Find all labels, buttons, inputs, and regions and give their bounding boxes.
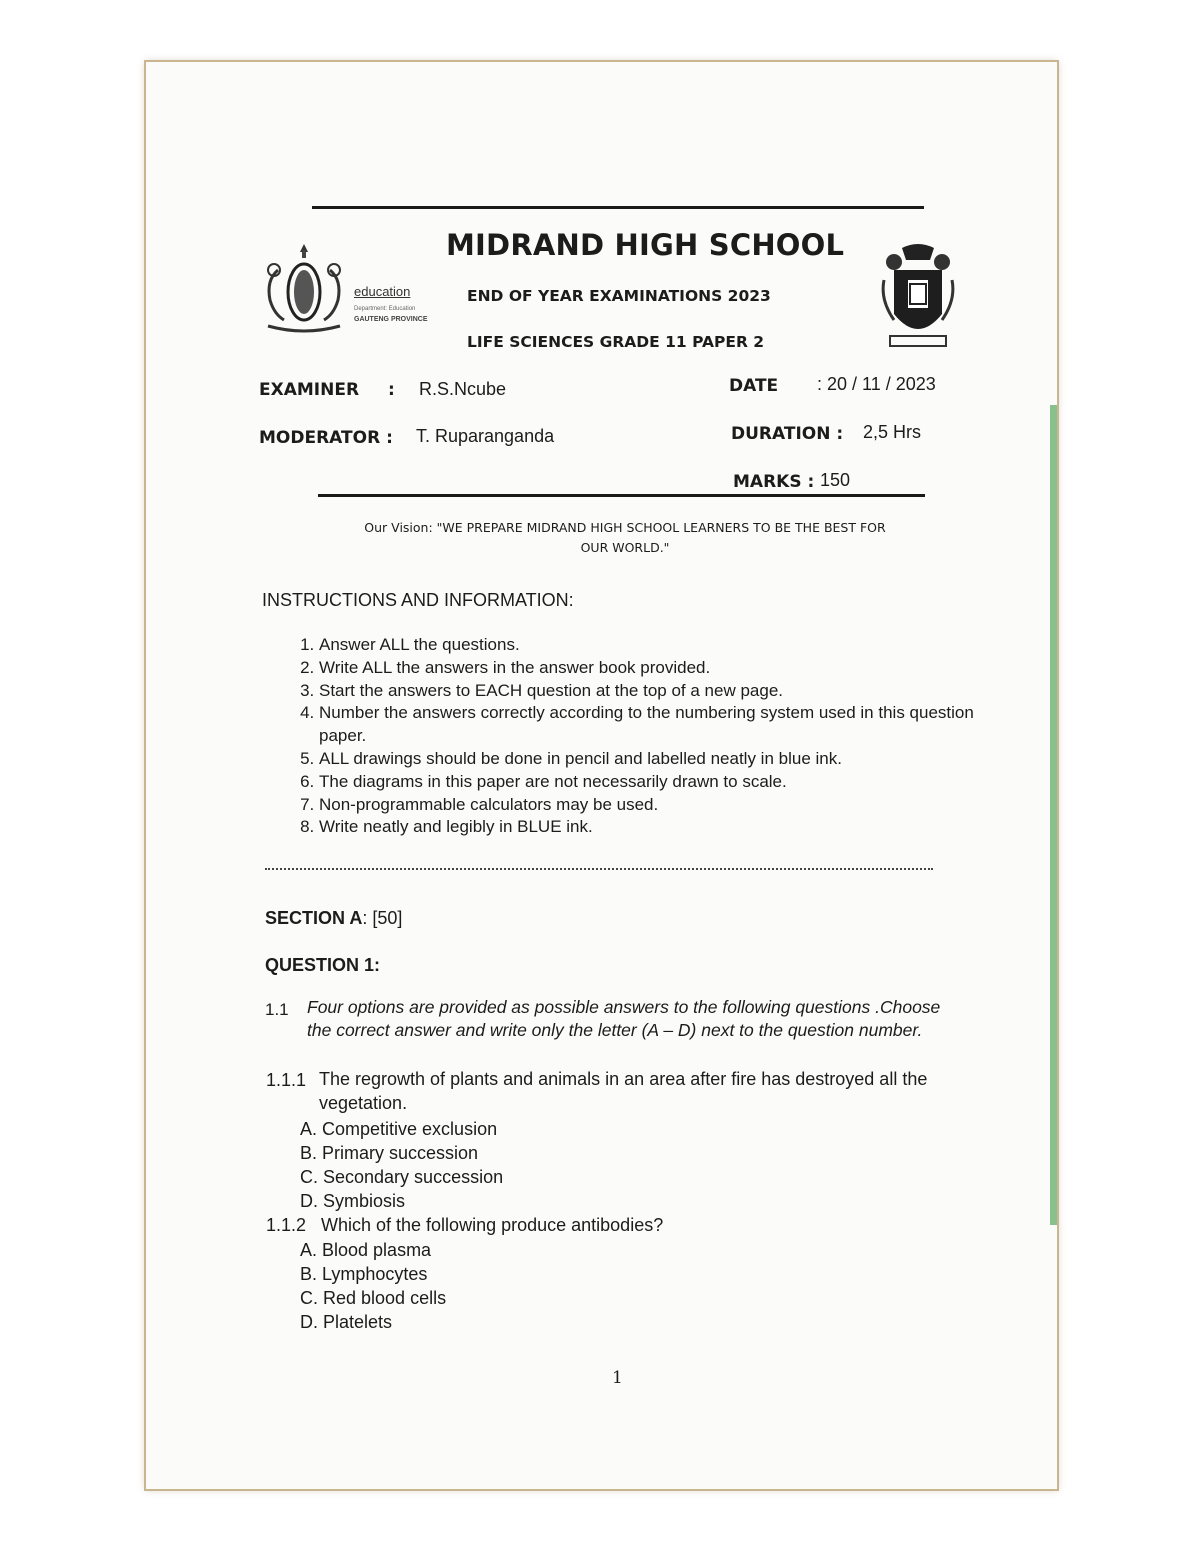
answer-option: C. Red blood cells xyxy=(300,1288,447,1308)
date-label: DATE xyxy=(729,376,779,396)
instructions-list xyxy=(283,634,979,839)
answer-option: A. Blood plasma xyxy=(300,1240,432,1260)
question-text: The regrowth of plants and animals in an area after fire has destroyed all the vegetation. xyxy=(319,1069,928,1113)
answer-option: D. Platelets xyxy=(300,1312,393,1332)
vision-statement xyxy=(330,518,920,558)
gauteng-education-logo xyxy=(258,240,433,335)
logo-text-education: education xyxy=(354,284,411,299)
sheet-edge xyxy=(1050,405,1057,1225)
exam-title: END OF YEAR EXAMINATIONS 2023 xyxy=(467,287,771,305)
examiner-value: R.S.Ncube xyxy=(419,379,507,399)
instruction-item: 7. Non-programmable calculators may be used. xyxy=(319,794,979,817)
moderator-value: T. Ruparanganda xyxy=(416,426,555,446)
instruction-item: 2. Write ALL the answers in the answer book provided. xyxy=(319,657,979,680)
question-number: 1.1 xyxy=(265,1000,289,1019)
moderator-label: MODERATOR : xyxy=(259,428,393,448)
school-crest xyxy=(880,240,956,352)
answer-option: B. Primary succession xyxy=(300,1143,479,1163)
examiner-label: EXAMINER xyxy=(259,380,360,400)
school-crest-icon xyxy=(880,240,956,352)
dotted-divider xyxy=(265,868,933,870)
question-number: 1.1.1 xyxy=(266,1070,307,1090)
examiner-colon: : xyxy=(388,380,395,400)
vision-line-1: Our Vision: "WE PREPARE MIDRAND HIGH SCHOOL LEARNERS TO BE THE BEST FOR xyxy=(364,520,886,535)
page-number: 1 xyxy=(612,1368,623,1388)
instruction-item: 8. Write neatly and legibly in BLUE ink. xyxy=(319,816,979,839)
instruction-item: 6. The diagrams in this paper are not necessarily drawn to scale. xyxy=(319,771,979,794)
question-number: 1.1.2 xyxy=(266,1215,307,1235)
header-bottom-rule xyxy=(318,494,925,497)
logo-text-department: Department: Education xyxy=(354,306,416,312)
date-value: : 20 / 11 / 2023 xyxy=(817,374,936,394)
vision-line-2: OUR WORLD." xyxy=(580,540,670,555)
section-heading xyxy=(265,908,402,929)
marks-value: 150 xyxy=(820,470,851,490)
duration-label: DURATION : xyxy=(731,424,844,444)
answer-option: C. Secondary succession xyxy=(300,1167,504,1187)
section-marks: : [50] xyxy=(362,908,403,928)
question-heading: QUESTION 1: xyxy=(265,955,381,975)
instruction-item: 4. Number the answers correctly according to the numbering system used in this question paper. xyxy=(319,702,979,748)
question-instruction: Four options are provided as possible answers to the following questions .Choose the correct answer and write only the letter (A – D) next to the question number. xyxy=(307,997,941,1040)
logo-text-province: GAUTENG PROVINCE xyxy=(354,316,428,323)
marks-label: MARKS : xyxy=(733,472,815,492)
paper-title: LIFE SCIENCES GRADE 11 PAPER 2 xyxy=(467,333,765,351)
answer-option: D. Symbiosis xyxy=(300,1191,406,1211)
school-name: MIDRAND HIGH SCHOOL xyxy=(446,228,845,262)
instructions-heading: INSTRUCTIONS AND INFORMATION: xyxy=(262,590,574,610)
duration-value: 2,5 Hrs xyxy=(863,422,922,442)
instruction-item: 3. Start the answers to EACH question at the top of a new page. xyxy=(319,680,979,703)
instruction-item: 1. Answer ALL the questions. xyxy=(319,634,979,657)
question-text: Which of the following produce antibodies? xyxy=(321,1215,664,1235)
top-rule xyxy=(312,206,924,209)
instruction-item: 5. ALL drawings should be done in pencil and labelled neatly in blue ink. xyxy=(319,748,979,771)
coat-of-arms-icon xyxy=(258,240,350,335)
answer-option: B. Lymphocytes xyxy=(300,1264,428,1284)
section-label: SECTION A xyxy=(265,908,363,928)
answer-option: A. Competitive exclusion xyxy=(300,1119,498,1139)
